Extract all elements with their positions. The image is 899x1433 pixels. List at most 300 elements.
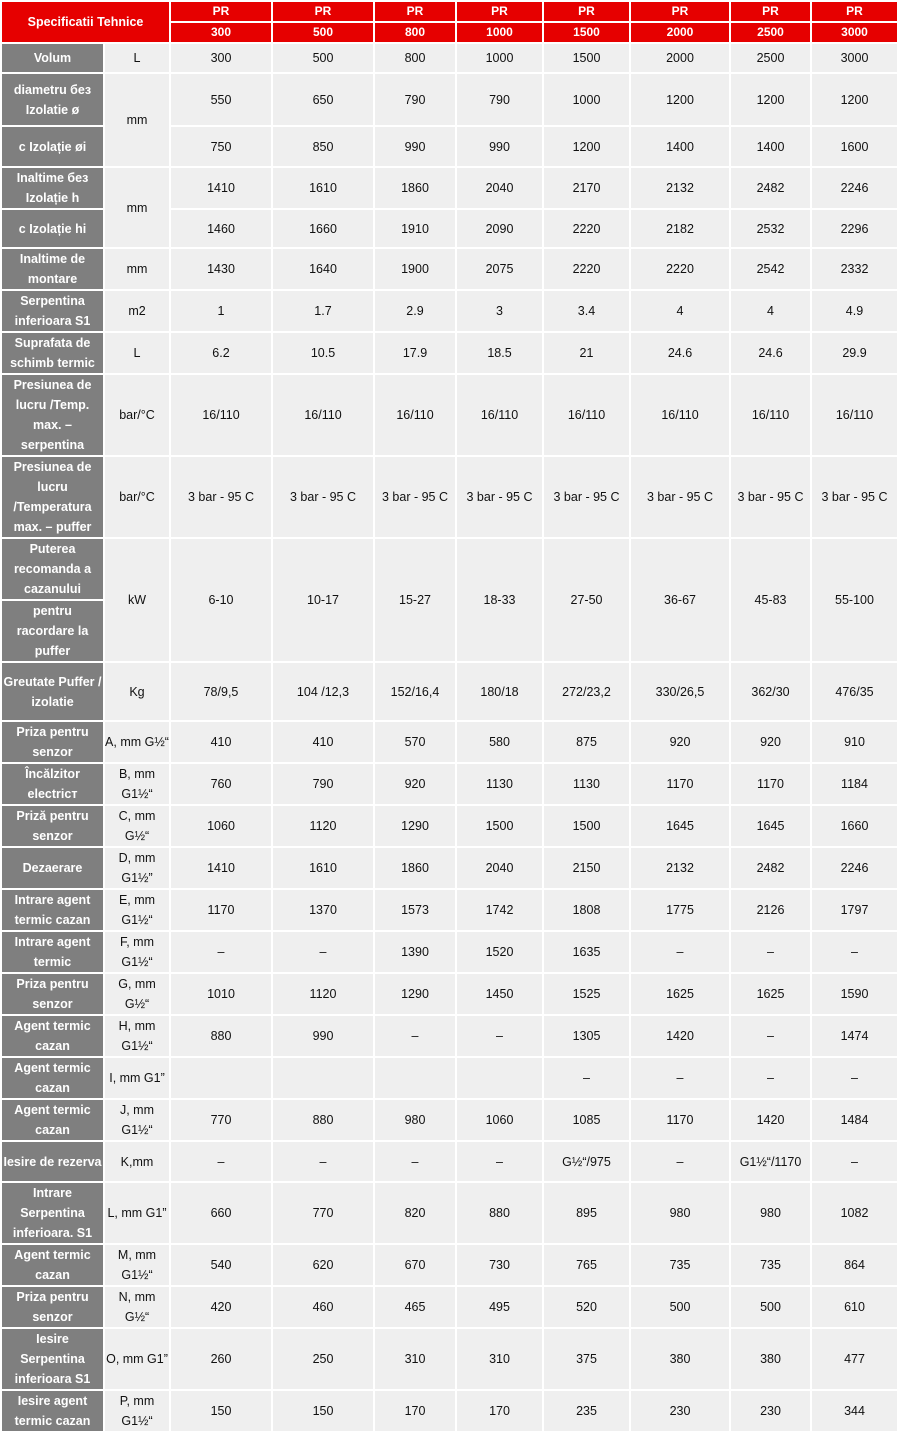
value-cell: 650 [273, 74, 373, 125]
row-label: Greutate Puffer / izolatie [2, 663, 103, 720]
row-label: Intrare agent termic cazan [2, 890, 103, 930]
value-cell: 895 [544, 1183, 629, 1243]
value-cell: 1410 [171, 168, 271, 208]
value-cell: 104 /12,3 [273, 663, 373, 720]
value-cell: 990 [375, 127, 455, 166]
table-row [2, 890, 897, 930]
value-cell: 1660 [273, 210, 373, 247]
value-cell: 2000 [631, 44, 729, 72]
value-cell: – [731, 1016, 810, 1056]
row-label: Presiunea de lucru /Temp. max. – serpentina [2, 375, 103, 455]
row-label: Presiunea de lucru /Temperatura max. – puffer [2, 457, 103, 537]
table-row [2, 1183, 897, 1243]
value-cell: 78/9,5 [171, 663, 271, 720]
value-cell: – [631, 1142, 729, 1181]
value-cell: 1430 [171, 249, 271, 289]
model-prefix: PR [273, 2, 373, 21]
table-row [2, 1329, 897, 1389]
value-cell: 500 [631, 1287, 729, 1327]
value-cell: 660 [171, 1183, 271, 1243]
table-row [2, 249, 897, 289]
value-cell: 1410 [171, 848, 271, 888]
value-cell: 10.5 [273, 333, 373, 373]
value-cell: 380 [631, 1329, 729, 1389]
row-label: Suprafata de schimb termic [2, 333, 103, 373]
model-prefix: PR [812, 2, 897, 21]
value-cell: – [731, 1058, 810, 1098]
row-unit: N, mm G½“ [105, 1287, 169, 1327]
row-unit: O, mm G1” [105, 1329, 169, 1389]
value-cell: 170 [375, 1391, 455, 1431]
row-label: Inaltime de montare [2, 249, 103, 289]
value-cell: 272/23,2 [544, 663, 629, 720]
row-unit: mm [105, 74, 169, 166]
value-cell: 150 [273, 1391, 373, 1431]
table-row [2, 663, 897, 720]
value-cell: 1184 [812, 764, 897, 804]
value-cell: 29.9 [812, 333, 897, 373]
value-cell: 2246 [812, 848, 897, 888]
model-prefix: PR [631, 2, 729, 21]
value-cell: 1460 [171, 210, 271, 247]
value-cell: 16/110 [812, 375, 897, 455]
value-cell: 920 [631, 722, 729, 762]
row-label: Iesire Serpentina inferioara S1 [2, 1329, 103, 1389]
value-cell: 880 [273, 1100, 373, 1140]
value-cell: 2246 [812, 168, 897, 208]
row-unit: K,mm [105, 1142, 169, 1181]
model-prefix: PR [457, 2, 542, 21]
value-cell: – [812, 1142, 897, 1181]
value-cell: 1610 [273, 168, 373, 208]
value-cell: 24.6 [731, 333, 810, 373]
value-cell: 2132 [631, 168, 729, 208]
value-cell: 1660 [812, 806, 897, 846]
value-cell: 910 [812, 722, 897, 762]
value-cell: 1520 [457, 932, 542, 972]
value-cell: 235 [544, 1391, 629, 1431]
row-unit: L [105, 44, 169, 72]
row-unit: m2 [105, 291, 169, 331]
value-cell: 380 [731, 1329, 810, 1389]
value-cell: – [731, 932, 810, 972]
value-cell: 920 [375, 764, 455, 804]
value-cell: 17.9 [375, 333, 455, 373]
row-unit: J, mm G1½“ [105, 1100, 169, 1140]
value-cell: 2126 [731, 890, 810, 930]
value-cell: 260 [171, 1329, 271, 1389]
value-cell: 3 bar - 95 C [731, 457, 810, 537]
value-cell: 735 [631, 1245, 729, 1285]
table-row [2, 1058, 897, 1098]
value-cell: 2500 [731, 44, 810, 72]
value-cell: 2090 [457, 210, 542, 247]
value-cell: 55-100 [812, 539, 897, 661]
value-cell: 2296 [812, 210, 897, 247]
value-cell: 1625 [731, 974, 810, 1014]
value-cell: 3 bar - 95 C [812, 457, 897, 537]
value-cell: 2.9 [375, 291, 455, 331]
value-cell: 10-17 [273, 539, 373, 661]
table-row [2, 722, 897, 762]
value-cell: 310 [375, 1329, 455, 1389]
table-row [2, 764, 897, 804]
model-number: 1500 [544, 23, 629, 42]
row-label: pentru racordare la puffer [2, 601, 103, 661]
value-cell: 880 [171, 1016, 271, 1056]
value-cell: 790 [457, 74, 542, 125]
table-row [2, 806, 897, 846]
value-cell: 1420 [631, 1016, 729, 1056]
value-cell: 4.9 [812, 291, 897, 331]
value-cell: – [631, 932, 729, 972]
table-row [2, 375, 897, 455]
table-row [2, 539, 897, 599]
row-unit: L [105, 333, 169, 373]
value-cell: 375 [544, 1329, 629, 1389]
value-cell: 1645 [631, 806, 729, 846]
spec-title: Specificatii Tehnice [2, 2, 169, 42]
table-row [2, 1245, 897, 1285]
row-unit: P, mm G1½“ [105, 1391, 169, 1431]
value-cell: 980 [731, 1183, 810, 1243]
value-cell: – [375, 1142, 455, 1181]
value-cell: 880 [457, 1183, 542, 1243]
value-cell: 310 [457, 1329, 542, 1389]
row-label: Priza pentru senzor [2, 1287, 103, 1327]
value-cell: 800 [375, 44, 455, 72]
value-cell: – [457, 1142, 542, 1181]
value-cell: 1.7 [273, 291, 373, 331]
value-cell: 170 [457, 1391, 542, 1431]
row-unit: E, mm G1½“ [105, 890, 169, 930]
value-cell: 765 [544, 1245, 629, 1285]
table-row [2, 457, 897, 537]
value-cell: 4 [631, 291, 729, 331]
value-cell: 18-33 [457, 539, 542, 661]
model-prefix: PR [375, 2, 455, 21]
value-cell: 460 [273, 1287, 373, 1327]
row-label: Intrare Serpentina inferioara. S1 [2, 1183, 103, 1243]
value-cell: 730 [457, 1245, 542, 1285]
row-label: Priza pentru senzor [2, 722, 103, 762]
value-cell: 770 [273, 1183, 373, 1243]
value-cell: 1500 [457, 806, 542, 846]
value-cell: 570 [375, 722, 455, 762]
value-cell: 1420 [731, 1100, 810, 1140]
value-cell: 2170 [544, 168, 629, 208]
value-cell: 980 [375, 1100, 455, 1140]
value-cell: 920 [731, 722, 810, 762]
model-number: 2000 [631, 23, 729, 42]
value-cell: 3 bar - 95 C [544, 457, 629, 537]
value-cell: 476/35 [812, 663, 897, 720]
model-number: 300 [171, 23, 271, 42]
value-cell: 2150 [544, 848, 629, 888]
value-cell: 3 bar - 95 C [375, 457, 455, 537]
table-row [2, 1100, 897, 1140]
value-cell: 300 [171, 44, 271, 72]
value-cell: 1130 [457, 764, 542, 804]
value-cell: 1775 [631, 890, 729, 930]
value-cell: 45-83 [731, 539, 810, 661]
value-cell: 820 [375, 1183, 455, 1243]
model-prefix: PR [544, 2, 629, 21]
value-cell: 21 [544, 333, 629, 373]
table-row [2, 333, 897, 373]
value-cell: 36-67 [631, 539, 729, 661]
value-cell: 6-10 [171, 539, 271, 661]
value-cell: 1474 [812, 1016, 897, 1056]
value-cell: 850 [273, 127, 373, 166]
value-cell: 1400 [731, 127, 810, 166]
table-row [2, 848, 897, 888]
value-cell: – [544, 1058, 629, 1098]
value-cell: 1525 [544, 974, 629, 1014]
model-number: 800 [375, 23, 455, 42]
value-cell: 477 [812, 1329, 897, 1389]
value-cell: 1170 [631, 1100, 729, 1140]
value-cell: 1290 [375, 806, 455, 846]
row-unit: kW [105, 539, 169, 661]
row-label: Agent termic cazan [2, 1016, 103, 1056]
value-cell: 330/26,5 [631, 663, 729, 720]
row-unit: bar/°C [105, 457, 169, 537]
value-cell: 1635 [544, 932, 629, 972]
value-cell: 1120 [273, 806, 373, 846]
row-unit: A, mm G½“ [105, 722, 169, 762]
value-cell: 790 [375, 74, 455, 125]
value-cell: 250 [273, 1329, 373, 1389]
model-prefix: PR [171, 2, 271, 21]
value-cell: 16/110 [171, 375, 271, 455]
value-cell: 152/16,4 [375, 663, 455, 720]
value-cell: 980 [631, 1183, 729, 1243]
value-cell: 2532 [731, 210, 810, 247]
row-unit: mm [105, 168, 169, 247]
value-cell: 1860 [375, 848, 455, 888]
value-cell: – [171, 932, 271, 972]
row-unit: H, mm G1½“ [105, 1016, 169, 1056]
value-cell: – [171, 1142, 271, 1181]
row-unit: mm [105, 249, 169, 289]
value-cell [273, 1058, 373, 1098]
row-label: Agent termic cazan [2, 1245, 103, 1285]
table-row [2, 932, 897, 972]
row-unit: D, mm G1½” [105, 848, 169, 888]
spec-table-body [2, 2, 897, 1431]
value-cell: 3.4 [544, 291, 629, 331]
value-cell: 3 bar - 95 C [273, 457, 373, 537]
value-cell: 1170 [171, 890, 271, 930]
value-cell: 420 [171, 1287, 271, 1327]
row-label: Puterea recomanda a cazanului [2, 539, 103, 599]
table-row [2, 291, 897, 331]
value-cell: 864 [812, 1245, 897, 1285]
row-label: Dezaerare [2, 848, 103, 888]
value-cell: 1082 [812, 1183, 897, 1243]
value-cell: 1 [171, 291, 271, 331]
value-cell: 2075 [457, 249, 542, 289]
value-cell: 540 [171, 1245, 271, 1285]
value-cell: 1200 [812, 74, 897, 125]
row-unit: bar/°C [105, 375, 169, 455]
value-cell: 760 [171, 764, 271, 804]
value-cell: 500 [273, 44, 373, 72]
table-row [2, 74, 897, 125]
value-cell: 2132 [631, 848, 729, 888]
value-cell: 1573 [375, 890, 455, 930]
value-cell: 1170 [631, 764, 729, 804]
value-cell: 1484 [812, 1100, 897, 1140]
value-cell: 3 bar - 95 C [457, 457, 542, 537]
value-cell: 550 [171, 74, 271, 125]
value-cell: 1000 [544, 74, 629, 125]
model-number: 1000 [457, 23, 542, 42]
value-cell: 18.5 [457, 333, 542, 373]
value-cell: – [273, 932, 373, 972]
value-cell: 1860 [375, 168, 455, 208]
value-cell: 1640 [273, 249, 373, 289]
value-cell: 1010 [171, 974, 271, 1014]
value-cell: 610 [812, 1287, 897, 1327]
value-cell: 1450 [457, 974, 542, 1014]
value-cell: 2220 [544, 210, 629, 247]
value-cell: 790 [273, 764, 373, 804]
value-cell: 16/110 [731, 375, 810, 455]
row-unit: B, mm G1½“ [105, 764, 169, 804]
value-cell: 180/18 [457, 663, 542, 720]
value-cell: 16/110 [273, 375, 373, 455]
value-cell: – [273, 1142, 373, 1181]
value-cell: 16/110 [457, 375, 542, 455]
value-cell: 735 [731, 1245, 810, 1285]
value-cell: 3 [457, 291, 542, 331]
value-cell: G1½“/1170 [731, 1142, 810, 1181]
row-label: Încălzitor electricт [2, 764, 103, 804]
value-cell: 1370 [273, 890, 373, 930]
value-cell: G½“/975 [544, 1142, 629, 1181]
row-label: c Izolație øi [2, 127, 103, 166]
row-label: Priză pentru senzor [2, 806, 103, 846]
table-row [2, 1016, 897, 1056]
row-unit: L, mm G1” [105, 1183, 169, 1243]
table-row [2, 44, 897, 72]
value-cell: 520 [544, 1287, 629, 1327]
value-cell: 1085 [544, 1100, 629, 1140]
value-cell: 1742 [457, 890, 542, 930]
value-cell: 1390 [375, 932, 455, 972]
table-row [2, 974, 897, 1014]
row-label: Iesire agent termic cazan [2, 1391, 103, 1431]
row-label: Inaltime без Izolație h [2, 168, 103, 208]
value-cell: 670 [375, 1245, 455, 1285]
value-cell: 2482 [731, 168, 810, 208]
table-row [2, 168, 897, 208]
value-cell: 2482 [731, 848, 810, 888]
value-cell: 1808 [544, 890, 629, 930]
value-cell: 465 [375, 1287, 455, 1327]
value-cell: 410 [171, 722, 271, 762]
value-cell: 1900 [375, 249, 455, 289]
value-cell: 2040 [457, 848, 542, 888]
row-unit: G, mm G½“ [105, 974, 169, 1014]
value-cell: 1610 [273, 848, 373, 888]
row-label: c Izolație hi [2, 210, 103, 247]
value-cell: 770 [171, 1100, 271, 1140]
value-cell: 1500 [544, 806, 629, 846]
value-cell: 1200 [731, 74, 810, 125]
value-cell [457, 1058, 542, 1098]
value-cell: 1170 [731, 764, 810, 804]
value-cell: 3000 [812, 44, 897, 72]
value-cell: 875 [544, 722, 629, 762]
value-cell: 362/30 [731, 663, 810, 720]
row-label: Volum [2, 44, 103, 72]
row-label: diametru без Izolatie ø [2, 74, 103, 125]
value-cell: 1200 [544, 127, 629, 166]
row-label: Agent termic cazan [2, 1058, 103, 1098]
value-cell: 27-50 [544, 539, 629, 661]
row-unit: C, mm G½“ [105, 806, 169, 846]
model-number: 3000 [812, 23, 897, 42]
value-cell: 24.6 [631, 333, 729, 373]
value-cell: 1797 [812, 890, 897, 930]
value-cell: 230 [731, 1391, 810, 1431]
value-cell: 2220 [544, 249, 629, 289]
value-cell: 1600 [812, 127, 897, 166]
value-cell: 2332 [812, 249, 897, 289]
value-cell: 1500 [544, 44, 629, 72]
row-label: Serpentina inferioara S1 [2, 291, 103, 331]
value-cell: 1060 [457, 1100, 542, 1140]
value-cell [171, 1058, 271, 1098]
value-cell: – [812, 1058, 897, 1098]
value-cell: 230 [631, 1391, 729, 1431]
value-cell: – [375, 1016, 455, 1056]
row-label: Intrare agent termic [2, 932, 103, 972]
value-cell: 580 [457, 722, 542, 762]
model-prefix: PR [731, 2, 810, 21]
value-cell: 3 bar - 95 C [171, 457, 271, 537]
value-cell: 344 [812, 1391, 897, 1431]
value-cell: 16/110 [375, 375, 455, 455]
value-cell: 495 [457, 1287, 542, 1327]
value-cell: 990 [273, 1016, 373, 1056]
value-cell: 150 [171, 1391, 271, 1431]
value-cell: 2182 [631, 210, 729, 247]
value-cell: 750 [171, 127, 271, 166]
value-cell: – [812, 932, 897, 972]
row-unit: I, mm G1” [105, 1058, 169, 1098]
value-cell: 1400 [631, 127, 729, 166]
value-cell: 620 [273, 1245, 373, 1285]
row-unit: M, mm G1½“ [105, 1245, 169, 1285]
row-unit: Kg [105, 663, 169, 720]
value-cell: 3 bar - 95 C [631, 457, 729, 537]
value-cell: 410 [273, 722, 373, 762]
row-unit: F, mm G1½“ [105, 932, 169, 972]
value-cell: 1910 [375, 210, 455, 247]
value-cell [375, 1058, 455, 1098]
value-cell: 1590 [812, 974, 897, 1014]
value-cell: 990 [457, 127, 542, 166]
value-cell: 2542 [731, 249, 810, 289]
value-cell: – [457, 1016, 542, 1056]
value-cell: 1645 [731, 806, 810, 846]
value-cell: 6.2 [171, 333, 271, 373]
table-row [2, 1287, 897, 1327]
